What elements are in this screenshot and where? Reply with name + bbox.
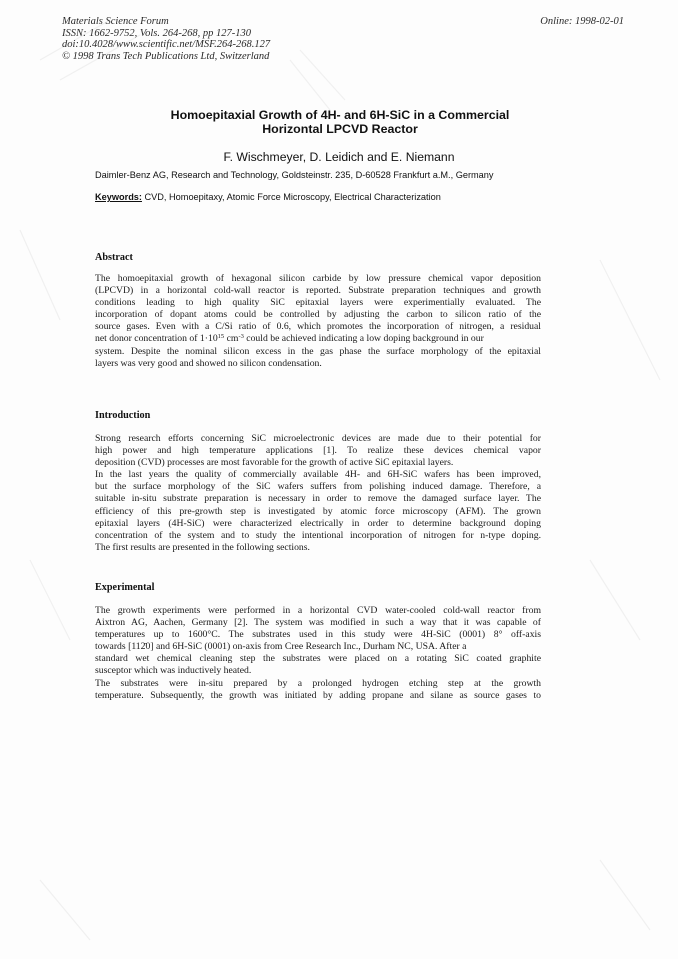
text-line: deposition (CVD) processes are most favorable for the growth of active SiC epitaxial layers. — [95, 457, 454, 469]
text-line: source gases. Even with a C/Si ratio of 0.6, which promotes the incorporation of nitrogen, a residual — [95, 321, 541, 333]
text-line: system. Despite the nominal silicon excess in the gas phase the surface morphology of the epitaxial — [95, 345, 541, 357]
text-line: temperatures up to 1600°C. The substrates used in this study were 4H-SiC (0001) 8° off-axis — [95, 629, 541, 641]
experimental-body — [95, 605, 541, 702]
text-line: epitaxial layers (4H-SiC) were characterized electrically in order to determine background doping — [95, 517, 541, 529]
text-line: but the surface morphology of the SiC wafers suffers from polishing induced damage. Therefore, a — [95, 481, 541, 493]
journal-name: Materials Science Forum — [62, 16, 169, 27]
text-line: temperature. Subsequently, the growth was initiated by adding propane and silane as source gases to — [95, 689, 541, 701]
experimental-heading: Experimental — [95, 582, 155, 593]
paper-title-line-2: Horizontal LPCVD Reactor — [262, 122, 418, 136]
text-line: The first results are presented in the following sections. — [95, 541, 310, 553]
text-line: layers was very good and showed no silicon condensation. — [95, 357, 322, 369]
text-line: net donor concentration of $1\cdot 10^{15}$ $cm^{-3}$ could be achieved indicating a low doping background in our — [95, 333, 484, 345]
text-line: Aixtron AG, Aachen, Germany [2]. The system was modified in such a way that it was capable of — [95, 617, 541, 629]
keywords-label: Keywords: — [95, 192, 142, 202]
text-line: high power and high temperature applications [1]. To realize these devices chemical vapor — [95, 445, 541, 457]
authors: F. Wischmeyer, D. Leidich and E. Niemann — [223, 150, 455, 164]
text-line: In the last years the quality of commercially available 4H- and 6H-SiC wafers has been improved, — [95, 469, 541, 481]
keywords-list: CVD, Homoepitaxy, Atomic Force Microscopy, Electrical Characterization — [141, 192, 441, 202]
text-line: Strong research efforts concerning SiC microelectronic devices are made due to their potential for — [95, 433, 541, 444]
text-line: (LPCVD) in a horizontal cold-wall reactor is reported. Substrate preparation techniques and growth — [95, 285, 541, 297]
journal-header — [62, 16, 270, 62]
text-line: towards [112̄0] and 6H-SiC (0001) on-axis from Cree Research Inc., Durham NC, USA. After a — [95, 641, 467, 653]
introduction-heading: Introduction — [95, 410, 151, 421]
text-line: concentration of the system and to study the intentional incorporation of nitrogen for n-type doping. — [95, 529, 541, 541]
text-line: incorporation of dopant atoms could be controlled by adjusting the carbon to silicon ratio of the — [95, 309, 541, 321]
text-line: The growth experiments were performed in a horizontal CVD water-cooled cold-wall reactor from — [95, 605, 541, 616]
doi-line[interactable]: doi:10.4028/www.scientific.net/MSF.264-268.127 — [62, 39, 271, 50]
text-line: susceptor which was inductively heated. — [95, 665, 252, 677]
abstract-heading: Abstract — [95, 252, 133, 263]
paper-title-line-1: Homoepitaxial Growth of 4H- and 6H-SiC in a Commercial — [170, 108, 510, 122]
issn-line: ISSN: 1662-9752, Vols. 264-268, pp 127-130 — [62, 27, 251, 39]
text-line: suitable in-situ substrate preparation is necessary in order to remove the damaged surface layer. The — [95, 493, 541, 505]
keywords-line — [95, 192, 441, 202]
introduction-body — [95, 433, 541, 554]
copyright-line: © 1998 Trans Tech Publications Ltd, Switzerland — [62, 50, 270, 62]
affiliation: Daimler-Benz AG, Research and Technology, Goldsteinstr. 235, D-60528 Frankfurt a.M., Germany — [95, 170, 494, 180]
text-line: conditions leading to high quality SiC epitaxial layers were experimentially evaluated. The — [95, 297, 541, 309]
text-line: efficiency of this pre-growth step is investigated by atomic force microscopy (AFM). The grown — [95, 505, 541, 517]
text-line: The substrates were in-situ prepared by a prolonged hydrogen etching step at the growth — [95, 677, 541, 689]
online-date: Online: 1998-02-01 — [540, 16, 624, 27]
text-line: The homoepitaxial growth of hexagonal silicon carbide by low pressure chemical vapor deposition — [95, 273, 541, 284]
text-line: standard wet chemical cleaning step the substrates were placed on a rotating SiC coated graphite — [95, 653, 541, 665]
abstract-body — [95, 273, 541, 370]
